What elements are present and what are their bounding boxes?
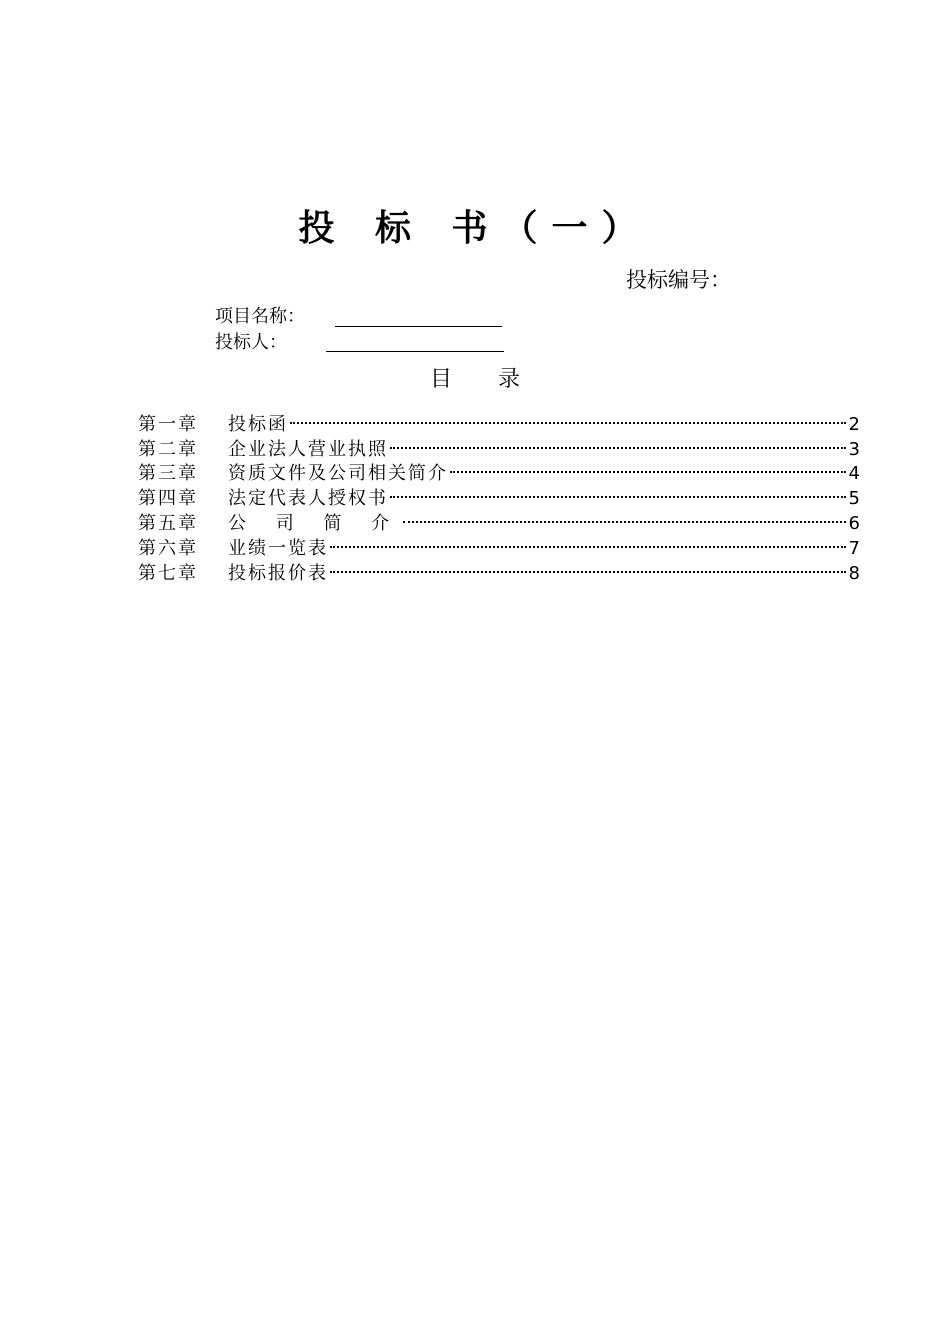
toc-chapter-title: 业绩一览表: [228, 537, 328, 559]
toc-heading: 目录: [429, 367, 566, 392]
toc-leader-dots: [448, 455, 848, 480]
toc-chapter-number: 第七章: [138, 562, 198, 584]
toc-entry[interactable]: [138, 405, 860, 435]
toc-chapter-number: 第二章: [138, 438, 198, 460]
table-of-contents: [138, 405, 860, 584]
toc-page-number: 5: [848, 488, 860, 510]
toc-leader-dots: [401, 504, 848, 529]
project-name-blank-line: [335, 326, 502, 327]
bid-number-label: 投标编号：: [626, 268, 731, 292]
toc-chapter-number: 第四章: [138, 488, 198, 510]
toc-chapter-number: 第三章: [138, 463, 198, 485]
toc-leader-dots: [328, 554, 848, 579]
bidder-label: 投标人：: [215, 332, 287, 353]
toc-page-number: 4: [848, 463, 860, 485]
toc-page-number: 6: [848, 512, 860, 534]
toc-leader-dots: [388, 430, 848, 455]
toc-page-number: 8: [848, 562, 860, 584]
toc-chapter-title: 资质文件及公司相关简介: [228, 463, 448, 485]
toc-leader-dots: [388, 479, 848, 504]
project-name-label: 项目名称：: [215, 306, 305, 327]
toc-page-number: 3: [848, 438, 860, 460]
toc-chapter-number: 第五章: [138, 512, 198, 534]
toc-chapter-title: 法定代表人授权书: [228, 488, 388, 510]
document-title: 投 标 书（一）: [298, 208, 652, 249]
toc-chapter-number: 第一章: [138, 413, 198, 435]
toc-page-number: 2: [848, 413, 860, 435]
toc-leader-dots: [328, 529, 848, 554]
toc-page-number: 7: [848, 537, 860, 559]
toc-chapter-title: 投标函: [228, 413, 288, 435]
toc-chapter-title: 投标报价表: [228, 562, 328, 584]
toc-leader-dots: [288, 405, 848, 430]
toc-chapter-number: 第六章: [138, 537, 198, 559]
bidder-blank-line: [326, 351, 504, 352]
toc-chapter-title: 公 司 简 介: [228, 512, 402, 534]
toc-chapter-title: 企业法人营业执照: [228, 438, 388, 460]
